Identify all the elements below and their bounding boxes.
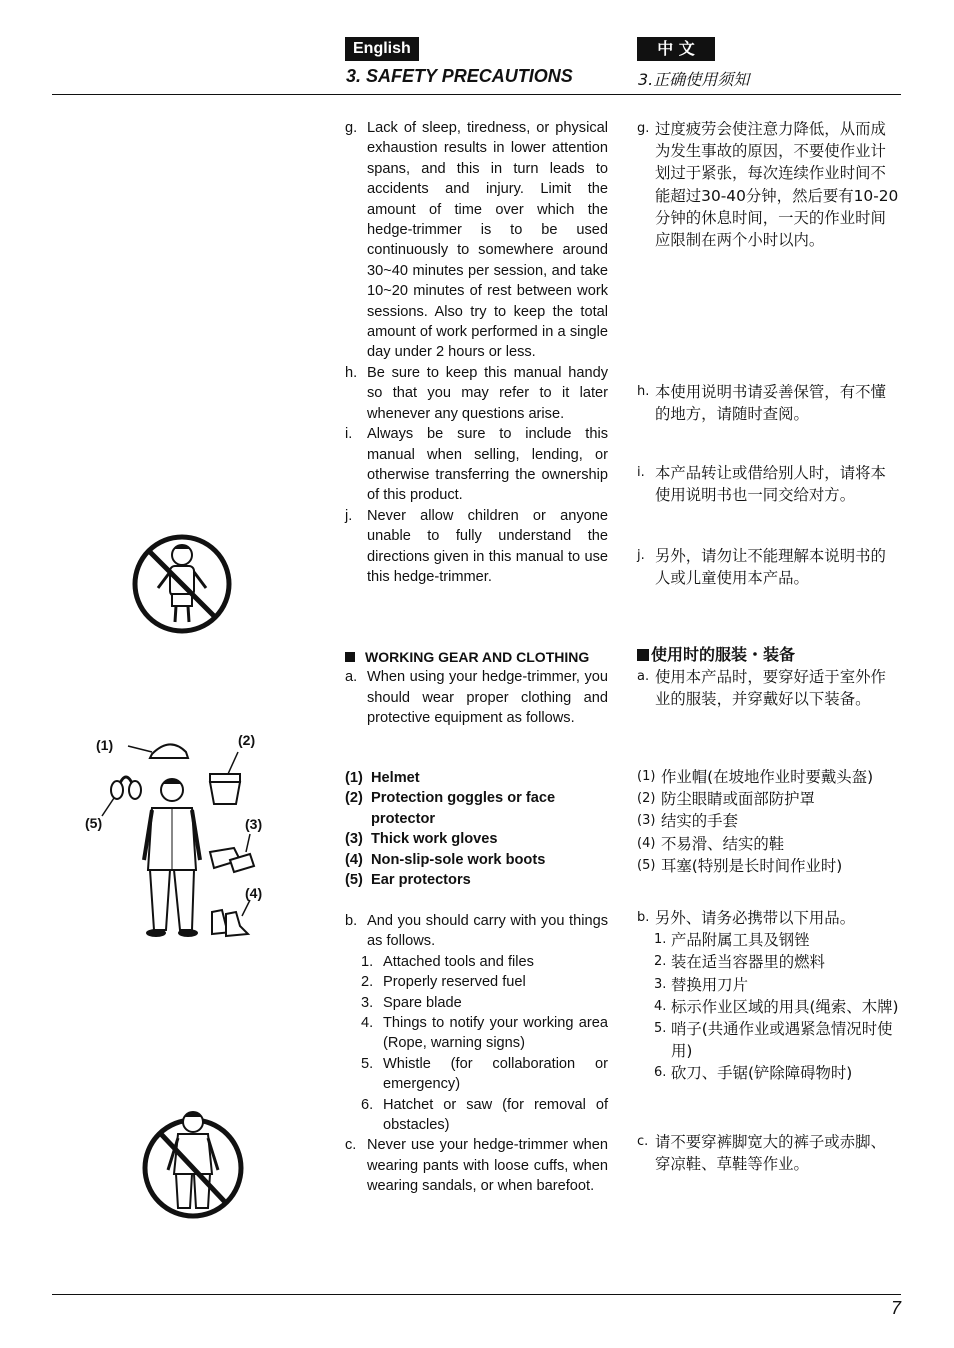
gear-item: (3) 结实的手套 bbox=[637, 812, 738, 831]
language-tag-english: English bbox=[345, 37, 419, 61]
chinese-item-i: i. 本产品转让或借给别人时，请将本使用说明书也一同交给对方。 bbox=[637, 464, 886, 505]
chinese-item-j: j. 另外，请勿让不能理解本说明书的人或儿童使用本产品。 bbox=[637, 547, 886, 588]
carry-item: 2. 装在适当容器里的燃料 bbox=[654, 953, 825, 972]
section-heading-chinese: 使用时的服装・装备 bbox=[637, 644, 901, 666]
chinese-gear-section bbox=[637, 644, 901, 711]
language-tag-chinese: 中 文 bbox=[637, 37, 715, 61]
figure-label-boots: (4) bbox=[245, 885, 263, 901]
carry-item: 2. Properly reserved fuel bbox=[361, 974, 526, 991]
gear-item: (3) Thick work gloves bbox=[345, 831, 498, 848]
carry-item: 6. Hatchet or saw (for removal of obstacles) bbox=[361, 1096, 608, 1134]
english-gear-section bbox=[345, 647, 608, 729]
item-a: a. When using your hedge-trimmer, you should wear proper clothing and protective equipment as follows. bbox=[345, 669, 608, 727]
item-i: i. Always be sure to include this manual when selling, lending, or otherwise transferring the ownership of this product. bbox=[345, 426, 608, 504]
gear-item: (1) Helmet bbox=[345, 770, 420, 786]
carry-item: 1. 产品附属工具及钢锉 bbox=[654, 931, 810, 950]
gear-item: (4) Non-slip-sole work boots bbox=[345, 851, 546, 868]
gear-item: (5) 耳塞(特别是长时间作业时) bbox=[637, 856, 843, 875]
section-title-chinese: 3.正确使用须知 bbox=[638, 70, 750, 89]
item-g: g. Lack of sleep, tiredness, or physical exhaustion results in lower attention spans, and this in turn leads to accidents and injury. Limit the amount of time over which the hedge-trimmer is to be used continuously to somewhere around 30~40 minutes per session, and take 10~20 minutes of rest between work sessions. Also try to keep the total amount of work performed in a single day under 2 hours or less. bbox=[345, 120, 608, 361]
gear-item: (5) Ear protectors bbox=[345, 872, 471, 889]
chinese-carry-section bbox=[637, 907, 901, 1085]
chinese-item-a: a. 使用本产品时，要穿好适于室外作业的服装，并穿戴好以下装备。 bbox=[637, 668, 886, 709]
chinese-gear-list bbox=[637, 766, 901, 877]
gear-item: (1) 作业帽(在坡地作业时要戴头盔) bbox=[637, 768, 874, 786]
item-b: b. And you should carry with you things as follows. bbox=[345, 913, 608, 950]
carry-item: 3. Spare blade bbox=[361, 994, 462, 1011]
carry-item: 1. Attached tools and files bbox=[361, 953, 534, 970]
english-carry-section bbox=[345, 911, 608, 1197]
carry-item: 6. 砍刀、手锯(铲除障碍物时) bbox=[654, 1064, 853, 1083]
page-number: 7 bbox=[890, 1298, 901, 1318]
english-gear-list bbox=[345, 768, 608, 890]
english-column bbox=[345, 118, 608, 587]
chinese-item-g: g. 过度疲劳会使注意力降低，从而成为发生事故的原因，不要使作业计划过于紧张，每次连续作业时间不能超过30-40分钟，然后要有10-20分钟的休息时间，一天的作业时间应限制在两个小时以内。 bbox=[637, 120, 899, 250]
figure-label-gloves: (3) bbox=[245, 816, 263, 832]
no-children-prohibition-icon bbox=[130, 532, 234, 636]
item-c: c. Never use your hedge-trimmer when wearing pants with loose cuffs, when wearing sandals, or when barefoot. bbox=[345, 1137, 608, 1195]
gear-item: (4) 不易滑、结实的鞋 bbox=[637, 834, 785, 853]
item-j: j. Never allow children or anyone unable to fully understand the directions given in this manual to use this hedge-trimmer. bbox=[345, 507, 608, 585]
carry-item: 3. 替换用刀片 bbox=[654, 975, 748, 994]
section-title-english: 3. SAFETY PRECAUTIONS bbox=[346, 66, 573, 86]
carry-item: 5. 哨子(共通作业或遇紧急情况时使用) bbox=[654, 1020, 893, 1061]
square-bullet-icon bbox=[345, 652, 355, 662]
carry-item: 4. 标示作业区域的用具(绳索、木牌) bbox=[654, 997, 899, 1016]
square-bullet-icon bbox=[637, 649, 649, 661]
footer-rule bbox=[52, 1294, 901, 1295]
gear-item: (2) 防尘眼睛或面部防护罩 bbox=[637, 790, 815, 809]
chinese-item-b: b. 另外、请务必携带以下用品。 bbox=[637, 909, 856, 927]
carry-item: 4. Things to notify your working area (Rope, warning signs) bbox=[361, 1015, 608, 1052]
chinese-item-h: h. 本使用说明书请妥善保管，有不懂的地方，请随时查阅。 bbox=[637, 383, 886, 424]
header-rule bbox=[52, 94, 901, 95]
figure-label-face-protector: (2) bbox=[238, 732, 256, 748]
gear-item: (2) Protection goggles or face protector bbox=[345, 790, 556, 827]
section-heading-working-gear: WORKING GEAR AND CLOTHING bbox=[345, 647, 608, 667]
protective-gear-worker-illustration bbox=[100, 730, 270, 945]
carry-item: 5. Whistle (for collaboration or emergency) bbox=[361, 1055, 608, 1093]
item-h: h. Be sure to keep this manual handy so that you may refer to it later whenever any questions arise. bbox=[345, 364, 608, 422]
figure-label-ear-protectors: (5) bbox=[85, 815, 103, 831]
no-loose-clothing-prohibition-icon bbox=[140, 1108, 246, 1222]
chinese-item-c: c. 请不要穿裤脚宽大的裤子或赤脚、穿凉鞋、草鞋等作业。 bbox=[637, 1133, 886, 1174]
figure-label-helmet: (1) bbox=[96, 737, 114, 753]
